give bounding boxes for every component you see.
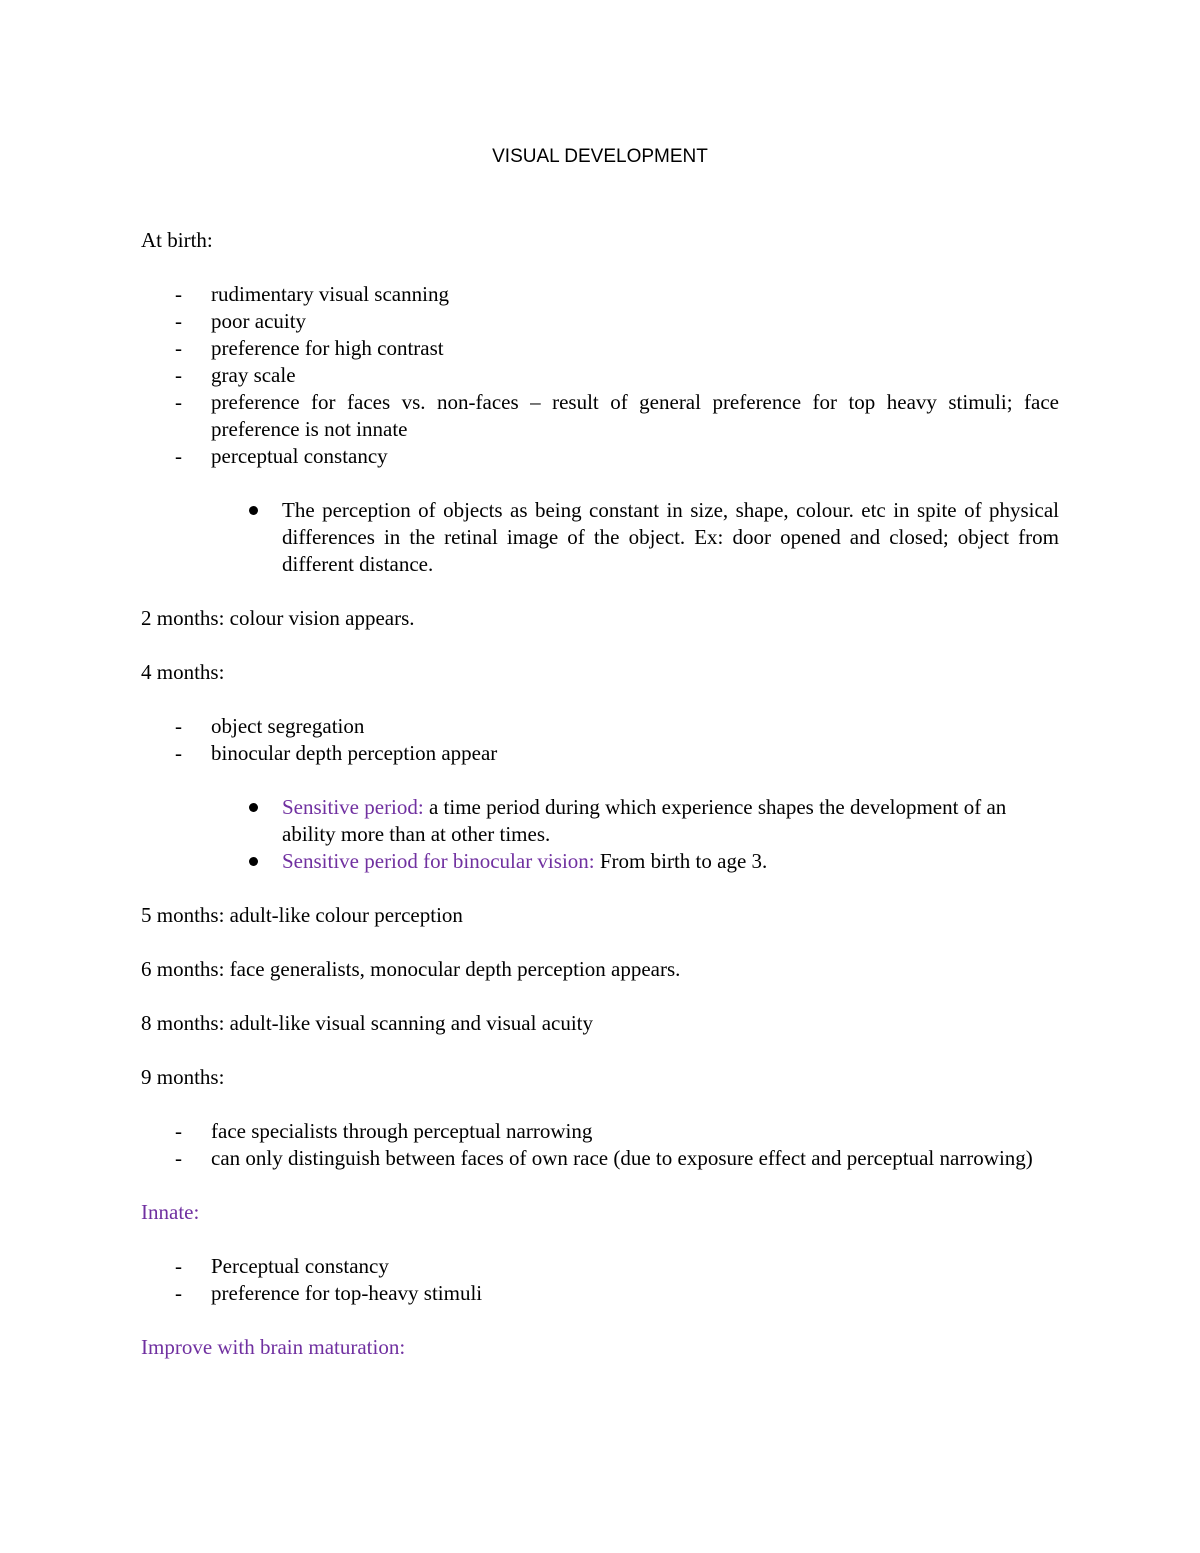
list-item: - poor acuity xyxy=(141,308,1059,335)
eight-months-line: 8 months: adult-like visual scanning and visual acuity xyxy=(141,1011,594,1035)
document-body xyxy=(141,227,1059,1361)
binocular-period-term: Sensitive period for binocular vision: xyxy=(282,849,595,873)
list-item: - rudimentary visual scanning xyxy=(141,281,1059,308)
document-title: VISUAL DEVELOPMENT xyxy=(492,146,708,167)
list-item: - gray scale xyxy=(141,362,1059,389)
at-birth-heading: At birth: xyxy=(141,228,213,252)
sensitive-period-term: Sensitive period: xyxy=(282,795,424,819)
five-months-line: 5 months: adult-like colour perception xyxy=(141,903,463,927)
perceptual-constancy-note xyxy=(141,497,1059,578)
list-item: - Perceptual constancy xyxy=(141,1253,1059,1280)
two-months-line: 2 months: colour vision appears. xyxy=(141,606,415,630)
list-item: - preference for high contrast xyxy=(141,335,1059,362)
list-item xyxy=(141,794,1059,848)
list-item: - preference for top-heavy stimuli xyxy=(141,1280,1059,1307)
sensitive-period-notes xyxy=(141,794,1059,875)
six-months-line: 6 months: face generalists, monocular depth perception appears. xyxy=(141,957,681,981)
list-item: - perceptual constancy xyxy=(141,443,1059,470)
four-months-heading: 4 months: xyxy=(141,660,225,684)
brain-maturation-heading: Improve with brain maturation: xyxy=(141,1335,406,1359)
list-item xyxy=(141,848,1059,875)
list-item: The perception of objects as being constant in size, shape, colour. etc in spite of physical differences in the retinal image of the object. Ex: door opened and closed; object from different distance. xyxy=(141,497,1059,578)
list-item: - binocular depth perception appear xyxy=(141,740,1059,767)
binocular-period-definition: From birth to age 3. xyxy=(594,849,768,873)
list-item: - object segregation xyxy=(141,713,1059,740)
sensitive-period-definition: a time period during which experience shapes the development of an ability more than at other times. xyxy=(282,795,1007,846)
list-item: - preference for faces vs. non-faces – result of general preference for top heavy stimuli; face preference is not innate xyxy=(141,389,1059,443)
innate-list xyxy=(141,1253,1059,1307)
nine-months-heading: 9 months: xyxy=(141,1065,225,1089)
list-item: - face specialists through perceptual narrowing xyxy=(141,1118,1059,1145)
at-birth-list xyxy=(141,281,1059,470)
nine-months-list xyxy=(141,1118,1059,1172)
four-months-list xyxy=(141,713,1059,767)
list-item: - can only distinguish between faces of own race (due to exposure effect and perceptual narrowing) xyxy=(141,1145,1059,1172)
innate-heading: Innate: xyxy=(141,1200,200,1224)
